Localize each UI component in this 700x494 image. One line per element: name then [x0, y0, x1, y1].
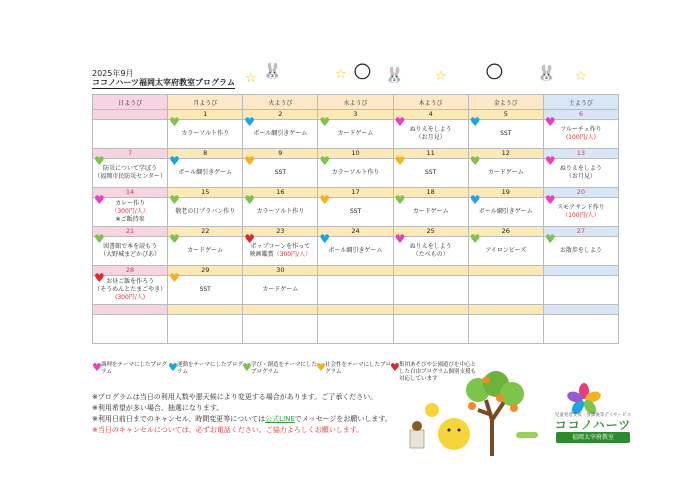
activity-line: ぬりえをしよう: [409, 243, 452, 250]
activity-text: [394, 208, 468, 216]
activity-line: カードゲーム: [262, 286, 299, 293]
activity-cell-saturday: [543, 193, 618, 227]
date-number: 26: [468, 227, 543, 237]
green-heart-icon: ♥: [169, 232, 180, 246]
activity-line: 防災について学ぼう: [103, 165, 158, 172]
activity-cell-saturday: [543, 276, 618, 305]
date-number: 3: [318, 110, 393, 120]
activity-line: カラーソルト作り: [331, 169, 380, 176]
activity-cell-sunday: [93, 154, 168, 188]
activity-text: [318, 247, 392, 255]
activity-price: （300円/人）: [273, 251, 312, 258]
blue-heart-icon: ♥: [469, 193, 481, 207]
calendar-year-month: 2025年9月: [92, 69, 134, 78]
tree-illustration: [408, 370, 548, 456]
weekday-wednesday: 水ようび: [318, 95, 393, 110]
activity-cell-thursday: [393, 315, 468, 344]
activity-cell-friday: [468, 115, 543, 149]
activity-text: [168, 130, 242, 138]
date-number: [93, 110, 168, 120]
activity-line: SST: [500, 130, 512, 137]
activity-cell-sunday: [93, 232, 168, 266]
activity-line: 図書館で本を読もう: [103, 243, 158, 250]
blue-heart-icon: ♥: [168, 361, 178, 374]
date-number: 4: [393, 110, 468, 120]
logo-classroom-badge: 福岡太宰府教室: [556, 432, 630, 443]
star-icon: ☆: [435, 69, 447, 84]
date-number: 20: [543, 188, 618, 198]
date-number: 1: [168, 110, 243, 120]
activity-line: スモアサンド作り: [557, 204, 605, 211]
pink-heart-icon: ♥: [394, 115, 406, 129]
date-number: 25: [393, 227, 468, 237]
date-number: 27: [543, 227, 618, 237]
activity-cell-friday: [468, 232, 543, 266]
note-3-text-end: でメッセージをお願いします。: [294, 415, 392, 423]
activity-row: [93, 237, 619, 266]
date-number: [468, 305, 543, 315]
legend-item-exercise: [168, 362, 247, 376]
activity-line: ポップコーンを作って: [250, 243, 311, 250]
pink-heart-icon: ♥: [544, 115, 556, 129]
date-number: 15: [168, 188, 243, 198]
activity-text: [168, 247, 242, 255]
date-number: [468, 266, 543, 276]
program-calendar: [92, 94, 619, 344]
star-icon: ☆: [335, 67, 347, 82]
activity-cell-monday: [168, 115, 243, 149]
date-number: 29: [168, 266, 243, 276]
activity-line: ボール綱引きゲーム: [478, 208, 533, 215]
blue-heart-icon: ♥: [469, 115, 481, 129]
header-decoration: [245, 64, 605, 90]
activity-line: (300円/人): [114, 294, 146, 301]
activity-cell-monday: [168, 271, 243, 305]
activity-line: SST: [424, 169, 437, 176]
activity-cell-sunday: [93, 315, 168, 344]
activity-text: [318, 208, 392, 216]
activity-text: [243, 208, 317, 216]
date-number: [243, 305, 318, 315]
activity-row: [93, 159, 619, 188]
activity-cell-saturday: [543, 154, 618, 188]
full-moon-icon: 🌕: [353, 62, 372, 83]
green-heart-icon: ♥: [169, 115, 180, 129]
orange-heart-icon: ♥: [316, 361, 326, 374]
weekday-monday: 月ようび: [168, 95, 243, 110]
note-3: [92, 414, 392, 425]
date-number: 13: [543, 149, 618, 159]
activity-line: （100円/人）: [562, 212, 600, 219]
activity-line: カードゲーム: [187, 247, 224, 254]
date-number: 16: [243, 188, 318, 198]
date-number: 24: [318, 227, 393, 237]
activity-line: カラーソルト作り: [256, 208, 305, 215]
activity-cell-friday: [468, 315, 543, 344]
activity-line: ぬりえをしよう: [409, 126, 452, 133]
blue-heart-icon: ♥: [244, 115, 256, 129]
activity-line: （大野城まどかぴあ）: [100, 251, 161, 258]
full-moon-icon: 🌕: [485, 62, 504, 83]
activity-line: （福岡市民防災センター）: [94, 173, 166, 180]
activity-cell-wednesday: [318, 115, 393, 149]
pink-heart-icon: ♥: [544, 193, 556, 207]
legend-item-cooking: [92, 362, 171, 376]
legend-item-social: [316, 362, 395, 376]
green-heart-icon: ♥: [94, 154, 105, 168]
activity-line: ※ご飯持参: [115, 216, 145, 223]
activity-cell-thursday: [393, 232, 468, 266]
activity-text: [243, 130, 317, 138]
date-number: 9: [243, 149, 318, 159]
activity-line-part: 映画鑑賞: [249, 251, 274, 258]
legend-item-learning: [242, 362, 321, 376]
orange-heart-icon: ♥: [169, 271, 180, 285]
activity-line: お散歩をしよう: [559, 247, 602, 254]
date-number: 17: [318, 188, 393, 198]
weekday-tuesday: 火ようび: [243, 95, 318, 110]
activity-line: （300円/人）: [111, 208, 149, 215]
orange-heart-icon: ♥: [319, 193, 331, 207]
pink-heart-icon: ♥: [544, 154, 556, 168]
activity-row: [93, 315, 619, 344]
activity-text: [243, 286, 317, 294]
red-heart-icon: ♥: [390, 361, 400, 374]
notes-block: [92, 392, 392, 436]
date-number: [393, 266, 468, 276]
activity-line: 敬老の日プラバン作り: [175, 208, 236, 215]
weekday-thursday: 木ようび: [393, 95, 468, 110]
rabbit-icon: 🐰: [537, 64, 556, 82]
activity-line: アイロンビーズ: [485, 247, 527, 254]
activity-cell-sunday: [93, 120, 168, 149]
green-heart-icon: ♥: [469, 232, 481, 246]
green-heart-icon: ♥: [319, 115, 331, 129]
date-number: [393, 305, 468, 315]
date-number: 30: [243, 266, 318, 276]
activity-cell-monday: [168, 315, 243, 344]
line-link[interactable]: 公式LINE: [265, 415, 295, 423]
date-number: 14: [93, 188, 168, 198]
rabbit-icon: 🐰: [263, 62, 282, 80]
orange-heart-icon: ♥: [244, 154, 256, 168]
activity-line: ぬりえをしよう: [559, 165, 602, 172]
activity-line: カードゲーム: [337, 130, 374, 137]
green-heart-icon: ♥: [394, 193, 406, 207]
date-number: 12: [468, 149, 543, 159]
activity-text: [243, 169, 317, 177]
activity-line: SST: [274, 169, 286, 176]
activity-text: [544, 247, 618, 255]
date-number: [168, 305, 243, 315]
legend-label: 運動をテーマにしたプログラム: [177, 362, 244, 375]
activity-row: [93, 276, 619, 305]
activity-cell-thursday: [393, 115, 468, 149]
weekday-header-row: [93, 95, 619, 110]
green-heart-icon: ♥: [242, 361, 252, 374]
activity-cell-monday: [168, 193, 243, 227]
blue-heart-icon: ♥: [319, 232, 331, 246]
activity-cell-tuesday: [243, 232, 318, 266]
page-title: ココノハーツ福岡太宰府教室プログラム: [92, 78, 235, 87]
date-number: 11: [393, 149, 468, 159]
activity-line: ボール綱引きゲーム: [178, 169, 233, 176]
red-heart-icon: ♥: [94, 271, 105, 285]
activity-cell-saturday: [543, 315, 618, 344]
activity-text: [168, 169, 242, 177]
date-number: 2: [243, 110, 318, 120]
activity-cell-tuesday: [243, 276, 318, 305]
rabbit-icon: 🐰: [385, 66, 404, 84]
activity-text: [318, 169, 392, 177]
weekday-friday: 金ようび: [468, 95, 543, 110]
activity-cell-wednesday: [318, 193, 393, 227]
activity-cell-sunday: [93, 193, 168, 227]
activity-text: [469, 208, 543, 216]
date-number: [93, 305, 168, 315]
note-3-text: ※利用日前日までのキャンセル、時間変更等については: [92, 415, 266, 423]
activity-cell-tuesday: [243, 115, 318, 149]
legend-label: 集団あそびや公園遊びを中心とした自由プログラム個別支援も対応しています: [399, 362, 477, 382]
activity-line: （そうめんとたまごやき）: [94, 286, 167, 293]
activity-line: （お月見）: [415, 134, 446, 141]
activity-line: ボール綱引きゲーム: [328, 247, 383, 254]
green-heart-icon: ♥: [469, 154, 481, 168]
activity-cell-tuesday: [243, 193, 318, 227]
weekday-saturday: 土ようび: [543, 95, 618, 110]
activity-cell-friday: [468, 154, 543, 188]
date-number: 8: [168, 149, 243, 159]
activity-cell-sunday: [93, 271, 168, 305]
activity-cell-thursday: [393, 154, 468, 188]
activity-line: [243, 251, 317, 259]
activity-line: フルーチェ作り: [560, 126, 602, 133]
date-number: [318, 266, 393, 276]
date-number: 7: [93, 149, 168, 159]
legend-label: 社会性をテーマにしたプログラム: [325, 362, 392, 375]
pink-heart-icon: ♥: [394, 232, 406, 246]
star-icon: ☆: [245, 71, 257, 86]
red-heart-icon: ♥: [244, 232, 256, 246]
date-number: 22: [168, 227, 243, 237]
activity-text: [318, 130, 392, 138]
note-4: ※当日のキャンセルについては、必ずお電話ください。ご協力よろしくお願いします。: [92, 426, 364, 434]
activity-cell-thursday: [393, 193, 468, 227]
activity-line: カラーソルト作り: [181, 130, 230, 137]
date-number: 6: [543, 110, 618, 120]
green-heart-icon: ♥: [544, 232, 556, 246]
date-number: 28: [93, 266, 168, 276]
activity-line: SST: [199, 286, 211, 293]
note-2: ※利用希望が多い場合、抽選になります。: [92, 404, 224, 412]
orange-heart-icon: ♥: [394, 154, 406, 168]
green-heart-icon: ♥: [319, 154, 331, 168]
activity-cell-friday: [468, 193, 543, 227]
activity-line: （お月見）: [565, 173, 596, 180]
activity-line: カードゲーム: [487, 169, 524, 176]
date-number-row: [93, 305, 619, 315]
activity-cell-wednesday: [318, 315, 393, 344]
activity-row: [93, 120, 619, 149]
activity-cell-tuesday: [243, 315, 318, 344]
star-icon: ☆: [575, 69, 587, 84]
logo-name: ココノハーツ: [554, 418, 632, 432]
note-1: ※プログラムは当日の利用人数や悪天候により変更する場合があります。ご了承ください。: [92, 393, 378, 401]
activity-line: カレー作り: [115, 200, 146, 207]
activity-line: （たべもの）: [412, 251, 449, 258]
activity-cell-saturday: [543, 115, 618, 149]
green-heart-icon: ♥: [244, 193, 256, 207]
activity-cell-friday: [468, 276, 543, 305]
blue-heart-icon: ♥: [169, 154, 180, 168]
date-number: 21: [93, 227, 168, 237]
activity-line: お昼ご飯を作ろう: [106, 278, 155, 285]
date-number: 23: [243, 227, 318, 237]
activity-cell-monday: [168, 154, 243, 188]
activity-cell-tuesday: [243, 154, 318, 188]
date-number: 18: [393, 188, 468, 198]
date-number: [543, 305, 618, 315]
activity-cell-wednesday: [318, 276, 393, 305]
activity-cell-monday: [168, 232, 243, 266]
green-heart-icon: ♥: [169, 193, 180, 207]
activity-line: ボール綱引きゲーム: [253, 130, 308, 137]
pink-heart-icon: ♥: [92, 361, 102, 374]
green-heart-icon: ♥: [94, 232, 105, 246]
activity-cell-saturday: [543, 232, 618, 266]
date-number: 19: [468, 188, 543, 198]
activity-text: [394, 169, 468, 177]
date-number: [318, 305, 393, 315]
activity-line: SST: [349, 208, 362, 215]
activity-line: カードゲーム: [412, 208, 449, 215]
weekday-sunday: 日ようび: [93, 95, 168, 110]
activity-text: [168, 286, 242, 294]
activity-text: [469, 247, 543, 255]
date-number: 10: [318, 149, 393, 159]
activity-cell-thursday: [393, 276, 468, 305]
pink-heart-icon: ♥: [94, 193, 105, 207]
date-number: 5: [468, 110, 543, 120]
activity-text: [469, 169, 543, 177]
date-number: [543, 266, 618, 276]
activity-cell-wednesday: [318, 154, 393, 188]
activity-row: [93, 198, 619, 227]
logo-tagline: 児童発達支援・放課後等デイサービス: [554, 413, 632, 418]
legend-label: 学び・創造をテーマにしたプログラム: [251, 362, 318, 375]
activity-cell-wednesday: [318, 232, 393, 266]
legend-label: 調理をテーマにしたプログラム: [101, 362, 168, 375]
activity-text: [168, 208, 242, 216]
activity-text: [469, 130, 543, 138]
activity-line: (100円/人): [565, 134, 596, 141]
